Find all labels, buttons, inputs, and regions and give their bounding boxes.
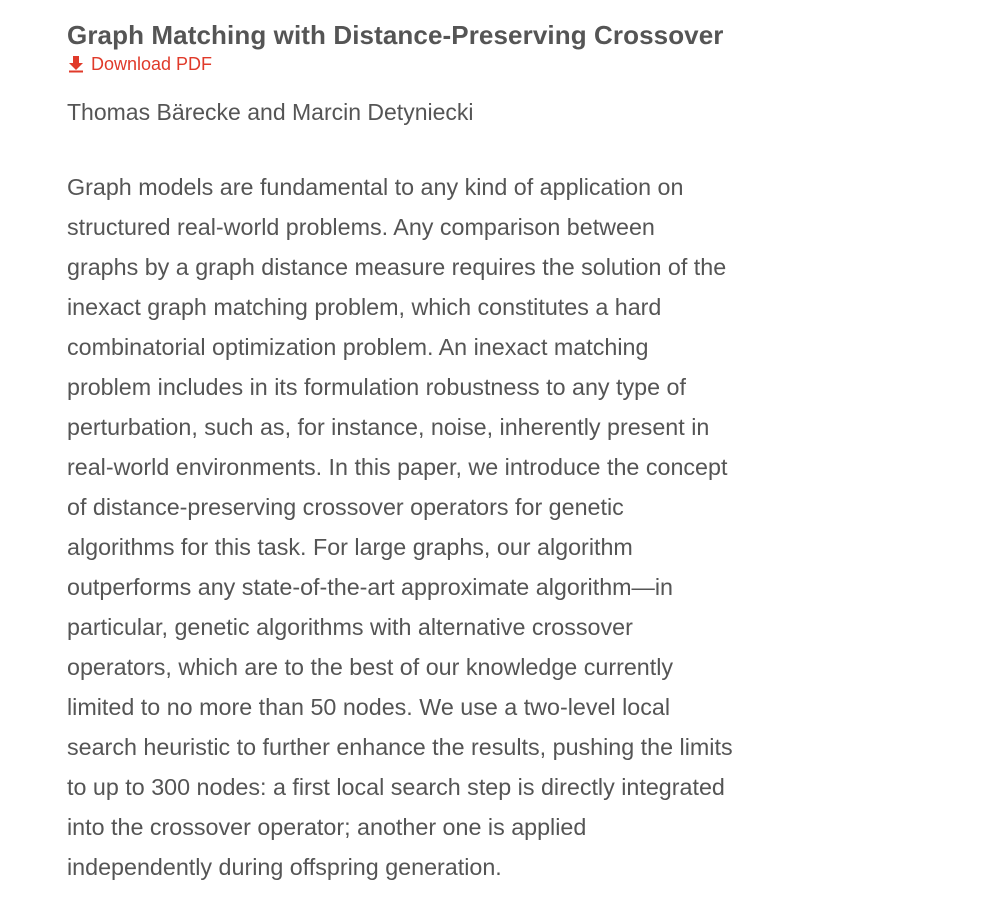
download-pdf-label: Download PDF bbox=[91, 54, 213, 74]
paper-authors: Thomas Bärecke and Marcin Detyniecki bbox=[67, 99, 474, 125]
paper-abstract: Graph models are fundamental to any kind of application on structured real-world problems. Any comparison between graphs by a graph distance measure requires the solution of the inexact graph matching problem, which constitutes a hard combinatorial optimization problem. An inexact matching problem includes in its formulation robustness to any type of perturbation, such as, for instance, noise, inherently present in real-world environments. In this paper, we introduce the concept of distance-preserving crossover operators for genetic algorithms for this task. For large graphs, our algorithm outperforms any state-of-the-art approximate algorithm—in particular, genetic algorithms with alternative crossover operators, which are to the best of our knowledge currently limited to no more than 50 nodes. We use a two-level local search heuristic to further enhance the results, pushing the limits to up to 300 nodes: a first local search step is directly integrated into the crossover operator; another one is applied independently during offspring generation. bbox=[67, 174, 733, 880]
download-pdf-link[interactable] bbox=[67, 54, 867, 74]
paper-title: Graph Matching with Distance-Preserving Crossover bbox=[67, 20, 724, 50]
download-arrow-icon bbox=[67, 55, 85, 73]
